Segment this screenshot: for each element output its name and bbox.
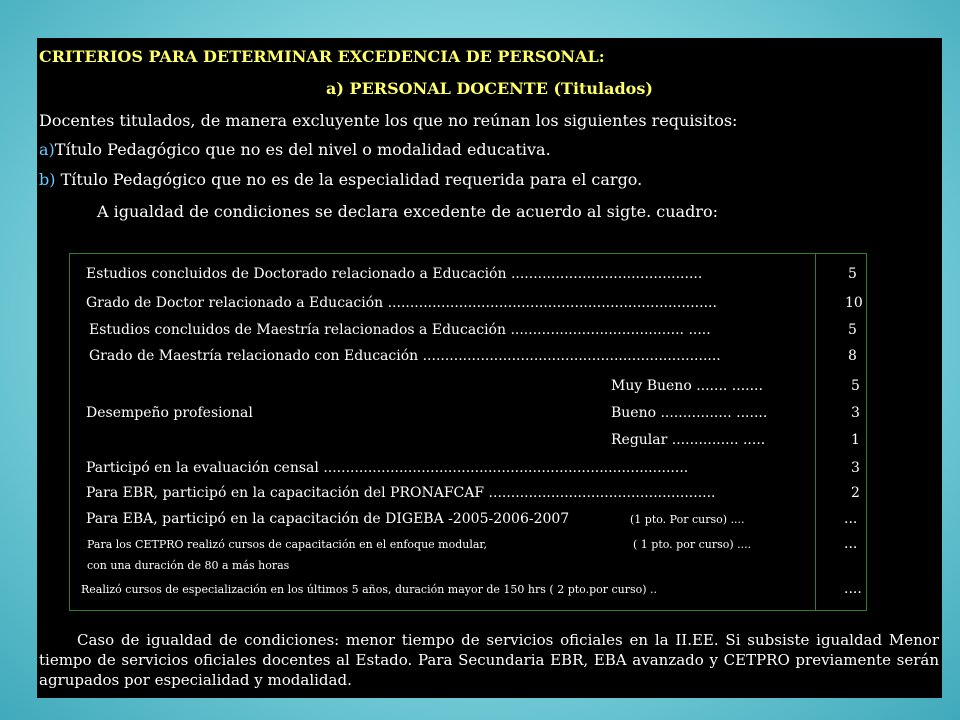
criterion-cetpro-points: ... bbox=[844, 536, 858, 552]
criterion-maestria-grado-points: 8 bbox=[848, 348, 857, 364]
criterion-censal: Participó en la evaluación censal .................................................................................. bbox=[86, 460, 689, 476]
requirement-b-letter: b) bbox=[39, 170, 56, 189]
requirement-a-letter: a) bbox=[39, 140, 55, 159]
criterion-especializacion: Realizó cursos de especialización en los últimos 5 años, duración mayor de 150 hrs ( 2 pto.por curso) .. bbox=[81, 583, 658, 596]
requirement-b-text: Título Pedagógico que no es de la especialidad requerida para el cargo. bbox=[55, 170, 643, 189]
criterion-maestria-grado: Grado de Maestría relacionado con Educación ................................................................... bbox=[89, 348, 721, 364]
score-column-divider bbox=[815, 254, 816, 610]
criterion-cetpro-note: ( 1 pto. por curso) .... bbox=[633, 538, 752, 551]
criterion-doctor-grado-points: 10 bbox=[845, 295, 863, 311]
criterion-digeba: Para EBA, participó en la capacitación de DIGEBA -2005-2006-2007 bbox=[86, 511, 570, 527]
criterion-doctor-grado: Grado de Doctor relacionado a Educación .......................................................................... bbox=[86, 295, 717, 311]
performance-regular: Regular ............... ..... bbox=[611, 432, 766, 448]
criterion-especializacion-points: .... bbox=[844, 581, 862, 597]
equality-line: A igualdad de condiciones se declara excedente de acuerdo al sigte. cuadro: bbox=[97, 202, 718, 221]
page-title: CRITERIOS PARA DETERMINAR EXCEDENCIA DE PERSONAL: bbox=[39, 47, 605, 66]
performance-label: Desempeño profesional bbox=[86, 405, 253, 421]
document-slide bbox=[37, 38, 942, 698]
page-subtitle: a) PERSONAL DOCENTE (Titulados) bbox=[326, 79, 653, 98]
requirement-a-text: Título Pedagógico que no es del nivel o modalidad educativa. bbox=[54, 140, 551, 159]
criterion-cetpro: Para los CETPRO realizó cursos de capacitación en el enfoque modular, bbox=[87, 538, 487, 551]
criterion-cetpro-duration: con una duración de 80 a más horas bbox=[87, 559, 290, 572]
performance-regular-points: 1 bbox=[851, 432, 860, 448]
criterion-maestria-estudios: Estudios concluidos de Maestría relacionados a Educación ....................................... ..... bbox=[89, 322, 711, 338]
criterion-censal-points: 3 bbox=[851, 460, 860, 476]
criterion-maestria-estudios-points: 5 bbox=[848, 322, 857, 338]
tie-break-note bbox=[39, 630, 939, 690]
criterion-digeba-note: (1 pto. Por curso) .... bbox=[630, 513, 745, 526]
requirement-a bbox=[39, 140, 551, 160]
criteria-table bbox=[69, 253, 867, 611]
criterion-pronafcaf-points: 2 bbox=[851, 485, 860, 501]
performance-bueno: Bueno ................ ....... bbox=[611, 405, 768, 421]
criterion-doctorado-estudios-points: 5 bbox=[848, 266, 857, 282]
performance-muy-bueno-points: 5 bbox=[851, 378, 860, 394]
criterion-digeba-points: ... bbox=[844, 511, 858, 527]
intro-line: Docentes titulados, de manera excluyente los que no reúnan los siguientes requisitos: bbox=[39, 111, 738, 130]
tie-break-text: Caso de igualdad de condiciones: menor tiempo de servicios oficiales en la II.EE. Si subsiste igualdad Menor tiempo de servicios oficiales docentes al Estado. Para Secundaria EBR, EBA avanzado y CETPRO previamente serán agrupados por especialidad y modalidad. bbox=[39, 631, 939, 689]
performance-bueno-points: 3 bbox=[851, 405, 860, 421]
criterion-doctorado-estudios: Estudios concluidos de Doctorado relacionado a Educación ........................................... bbox=[86, 266, 703, 282]
performance-muy-bueno: Muy Bueno ....... ....... bbox=[611, 378, 763, 394]
criterion-pronafcaf: Para EBR, participó en la capacitación del PRONAFCAF ................................................... bbox=[86, 485, 716, 501]
requirement-b bbox=[39, 170, 642, 190]
